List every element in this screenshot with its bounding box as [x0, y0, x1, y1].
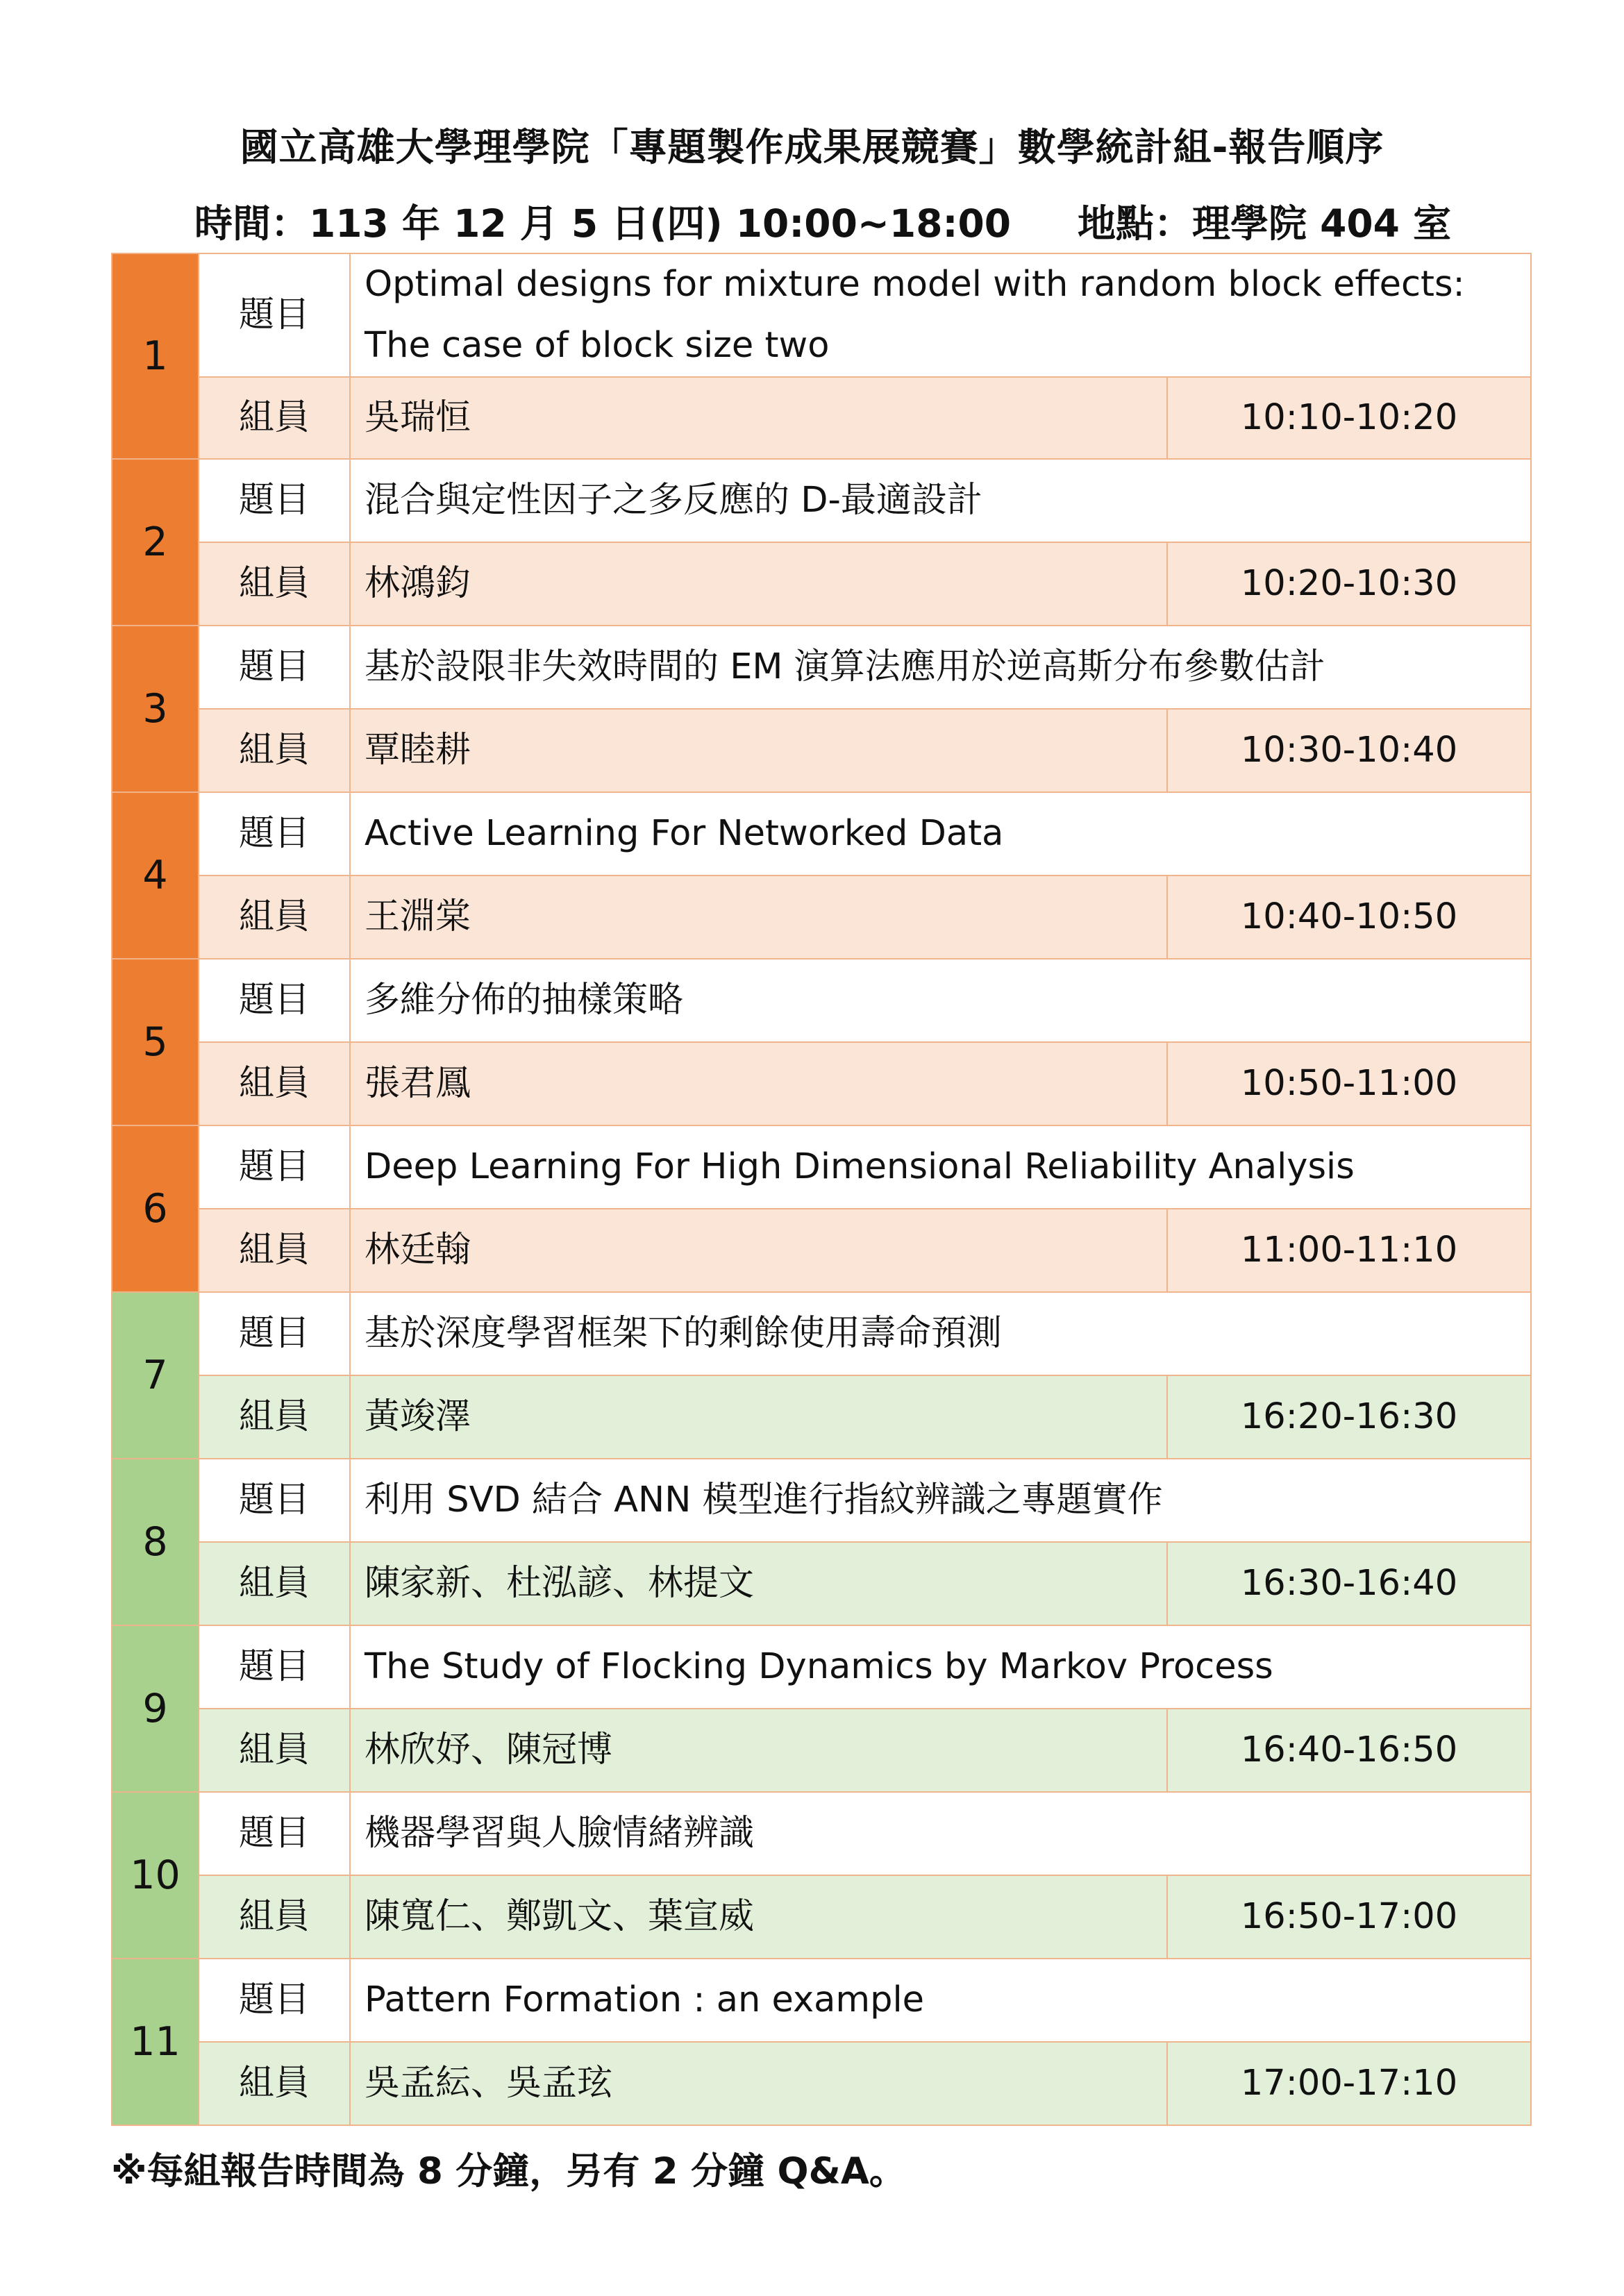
topic-title: Active Learning For Networked Data — [350, 792, 1531, 875]
members-names: 林欣妤、陳冠博 — [350, 1709, 1167, 1792]
topic-label: 題目 — [199, 626, 350, 709]
members-names: 林廷翰 — [350, 1209, 1167, 1292]
members-names: 覃睦耕 — [350, 709, 1167, 792]
topic-title: Deep Learning For High Dimensional Reliability Analysis — [350, 1125, 1531, 1209]
members-names: 陳寬仁、鄭凱文、葉宣威 — [350, 1875, 1167, 1959]
session-time: 10:10-10:20 — [1167, 377, 1531, 459]
members-label: 組員 — [199, 1875, 350, 1959]
session-time: 16:40-16:50 — [1167, 1709, 1531, 1792]
members-label: 組員 — [199, 709, 350, 792]
session-number: 8 — [112, 1459, 199, 1625]
topic-label: 題目 — [199, 792, 350, 875]
topic-row — [112, 626, 1531, 709]
session-number: 1 — [112, 253, 199, 459]
topic-title: 多維分佈的抽樣策略 — [350, 959, 1531, 1042]
members-label: 組員 — [199, 2042, 350, 2125]
topic-label: 題目 — [199, 1125, 350, 1209]
session-time: 11:00-11:10 — [1167, 1209, 1531, 1292]
members-label: 組員 — [199, 542, 350, 626]
members-row — [112, 1375, 1531, 1459]
footnote: ※每組報告時間為 8 分鐘，另有 2 分鐘 Q&A。 — [111, 2150, 906, 2193]
members-names: 林鴻鈞 — [350, 542, 1167, 626]
session-number: 11 — [112, 1959, 199, 2125]
topic-title: Pattern Formation : an example — [350, 1959, 1531, 2042]
topic-title: 基於深度學習框架下的剩餘使用壽命預測 — [350, 1292, 1531, 1375]
session-number: 7 — [112, 1292, 199, 1459]
members-label: 組員 — [199, 1042, 350, 1125]
members-names: 吳瑞恒 — [350, 377, 1167, 459]
topic-row — [112, 1292, 1531, 1375]
session-time: 16:50-17:00 — [1167, 1875, 1531, 1959]
members-row — [112, 2042, 1531, 2125]
members-names: 王淵棠 — [350, 875, 1167, 959]
topic-row — [112, 1959, 1531, 2042]
topic-row — [112, 459, 1531, 542]
topic-label: 題目 — [199, 459, 350, 542]
members-row — [112, 709, 1531, 792]
topic-title: The Study of Flocking Dynamics by Markov Process — [350, 1625, 1531, 1709]
event-place: 地點：理學院 404 室 — [1078, 201, 1452, 246]
page-title: 國立高雄大學理學院「專題製作成果展競賽」數學統計組-報告順序 — [240, 125, 1384, 169]
event-time: 時間：113 年 12 月 5 日(四) 10:00~18:00 — [194, 201, 1012, 246]
members-row — [112, 875, 1531, 959]
topic-label: 題目 — [199, 959, 350, 1042]
members-row — [112, 1042, 1531, 1125]
topic-row — [112, 1459, 1531, 1542]
topic-row — [112, 253, 1531, 377]
topic-row — [112, 959, 1531, 1042]
topic-title: Optimal designs for mixture model with random block effects: The case of block size two — [350, 253, 1531, 377]
topic-label: 題目 — [199, 1625, 350, 1709]
topic-row — [112, 792, 1531, 875]
session-time: 16:30-16:40 — [1167, 1542, 1531, 1625]
members-row — [112, 1875, 1531, 1959]
schedule-body — [112, 253, 1531, 2125]
session-number: 10 — [112, 1792, 199, 1959]
topic-title: 基於設限非失效時間的 EM 演算法應用於逆高斯分布參數估計 — [350, 626, 1531, 709]
topic-title: 利用 SVD 結合 ANN 模型進行指紋辨識之專題實作 — [350, 1459, 1531, 1542]
session-time: 10:40-10:50 — [1167, 875, 1531, 959]
members-label: 組員 — [199, 875, 350, 959]
session-number: 5 — [112, 959, 199, 1125]
session-time: 16:20-16:30 — [1167, 1375, 1531, 1459]
topic-label: 題目 — [199, 1959, 350, 2042]
members-names: 陳家新、杜泓諺、林提文 — [350, 1542, 1167, 1625]
members-names: 張君鳳 — [350, 1042, 1167, 1125]
topic-title: 混合與定性因子之多反應的 D-最適設計 — [350, 459, 1531, 542]
session-time: 10:30-10:40 — [1167, 709, 1531, 792]
members-row — [112, 377, 1531, 459]
topic-label: 題目 — [199, 1292, 350, 1375]
members-label: 組員 — [199, 1709, 350, 1792]
members-row — [112, 1709, 1531, 1792]
members-names: 吳孟紜、吳孟玹 — [350, 2042, 1167, 2125]
members-row — [112, 542, 1531, 626]
topic-title: 機器學習與人臉情緒辨識 — [350, 1792, 1531, 1875]
members-label: 組員 — [199, 1542, 350, 1625]
session-number: 9 — [112, 1625, 199, 1792]
members-label: 組員 — [199, 377, 350, 459]
session-time: 10:50-11:00 — [1167, 1042, 1531, 1125]
topic-label: 題目 — [199, 1792, 350, 1875]
session-time: 10:20-10:30 — [1167, 542, 1531, 626]
members-label: 組員 — [199, 1209, 350, 1292]
topic-label: 題目 — [199, 1459, 350, 1542]
topic-label: 題目 — [199, 253, 350, 377]
session-number: 4 — [112, 792, 199, 959]
members-label: 組員 — [199, 1375, 350, 1459]
session-number: 3 — [112, 626, 199, 792]
members-row — [112, 1542, 1531, 1625]
session-number: 2 — [112, 459, 199, 626]
schedule-table — [111, 253, 1532, 2126]
members-row — [112, 1209, 1531, 1292]
topic-row — [112, 1125, 1531, 1209]
members-names: 黃竣澤 — [350, 1375, 1167, 1459]
session-number: 6 — [112, 1125, 199, 1292]
topic-row — [112, 1625, 1531, 1709]
topic-row — [112, 1792, 1531, 1875]
session-time: 17:00-17:10 — [1167, 2042, 1531, 2125]
